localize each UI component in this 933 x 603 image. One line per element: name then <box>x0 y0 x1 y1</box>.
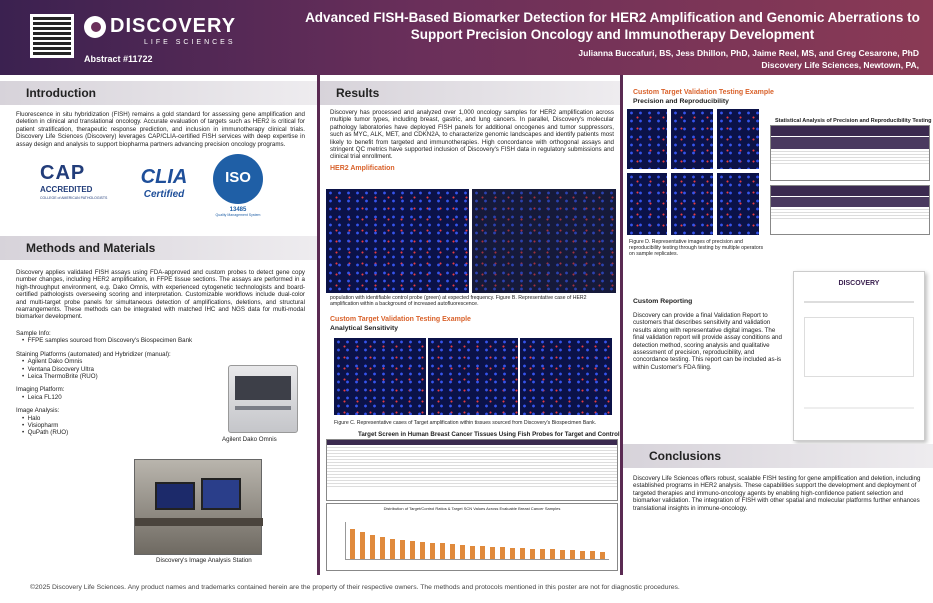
sensitivity-image-1 <box>334 338 426 415</box>
dako-omnis-instrument-image <box>228 365 298 433</box>
cap-accredited: ACCREDITED <box>40 185 93 195</box>
precision-image-6 <box>717 173 759 235</box>
conclusions-body: Discovery Life Sciences offers robust, scalable FISH testing for gene amplification and deletion, including established programs in HER2 analysis. These capabilities support the development and deployment of targeted therapies and immuno-oncology agents by enabling high-confidence patient selection and biomarker validation. The integration of FISH with other spatial and molecular platforms further enhances translational insights in immune-oncology. <box>633 475 921 512</box>
right-column <box>623 75 933 575</box>
sensitivity-heading: Analytical Sensitivity <box>330 325 398 332</box>
analysis-station-image <box>134 459 262 555</box>
results-body: Discovery has processed and analyzed over 1,000 oncology samples for HER2 amplification across multiple tumor types, including breast, gastric, and lung cancers. In parallel, Discovery's molecular pathology laboratories have deployed FISH panels for additional oncogenes and tumor suppressors, such as MYC, ALK, MET, and CDKN2A, to characterize genomic landscapes and identify patients most likely to benefit from targeted and immunotherapies. High concordance with orthogonal assays and stringent QC metrics have supported inclusion of Discovery's FISH data in regulatory submissions and clinical trial enrollment. <box>330 109 614 161</box>
precision-heading: Precision and Reproducibility <box>633 98 729 105</box>
iso-seal-icon: ISO <box>213 154 263 204</box>
middle-column <box>320 75 620 575</box>
distribution-chart <box>326 503 618 571</box>
staining-heading: Staining Platforms (automated) and Hybridizer (manual): <box>16 350 171 358</box>
precision-image-3 <box>717 109 759 169</box>
report-logo: DISCOVERY <box>838 280 880 287</box>
table-title: Target Screen in Human Breast Cancer Tissues Using Fish Probes for Target and Control <box>358 431 620 438</box>
cap-college: COLLEGE of AMERICAN PATHOLOGISTS <box>40 196 108 201</box>
sensitivity-image-2 <box>428 338 518 415</box>
iso-subtitle: Quality Management System <box>215 213 261 218</box>
sample-heading: Sample Info: <box>16 329 51 337</box>
precision-image-5 <box>671 173 713 235</box>
abstract-number: Abstract #11722 <box>84 54 153 64</box>
chart-title: Distribution of Target/Control Ratios & Target SCN Values Across Evaluable Breast Cancer Samples <box>383 506 561 511</box>
iso-badge <box>208 154 268 217</box>
figure-d-caption: Figure D. Representative images of precision and reproducibility testing through testing by multiple operators on sample replicates. <box>629 239 764 258</box>
figure-c-caption: Figure C. Representative cases of Target amplification within tissues sourced from Discovery's Biospecimen Bank. <box>334 420 597 426</box>
sample-item: • FFPE samples sourced from Discovery's Biospecimen Bank <box>22 337 193 345</box>
precision-image-1 <box>627 109 667 169</box>
report-heading: Custom Reporting <box>633 298 693 305</box>
ctv-heading: Custom Target Validation Testing Example <box>330 316 471 323</box>
conclusions-heading: Conclusions <box>623 444 933 468</box>
footer-text: ©2025 Discovery Life Sciences. Any product names and trademarks contained herein are the property of their respective owners. The methods and protocols mentioned in this poster are not for diagnostic procedures. <box>30 584 680 591</box>
precision-image-2 <box>671 109 713 169</box>
figure-b-caption: population with identifiable control probe (green) at expected frequency. Figure B. Representative case of HER2 amplification within a background of increased autofluorescence. <box>330 295 587 308</box>
her2-heading: HER2 Amplification <box>330 164 395 172</box>
analysis-item: • Visiopharm <box>22 421 59 429</box>
qr-code[interactable] <box>30 14 74 58</box>
authors: Julianna Buccafuri, BS, Jess Dhillon, PhD, Jaime Reel, MS, and Greg Cesarone, PhD <box>578 48 919 58</box>
logo-name: DISCOVERY <box>110 15 237 37</box>
her2-figure-b <box>472 189 616 293</box>
target-screen-table <box>326 439 618 501</box>
authors-block <box>578 47 919 71</box>
iso-number: 13485 <box>229 207 247 214</box>
poster-header <box>0 0 933 75</box>
validation-report-preview <box>793 271 925 441</box>
report-body: Discovery can provide a final Validation Report to customers that describes sensitivity and validation results along with representative digital images. The final validation report will provide assay conditions and detection method, scoring analysis and qualitative assessment of precision, reproducibility, and concordance testing. This report can be included as-is within Customer's FDA filing. <box>633 312 782 371</box>
analysis-item: • Halo <box>22 414 41 422</box>
intro-heading: Introduction <box>0 81 317 105</box>
sensitivity-image-3 <box>520 338 612 415</box>
cap-label: CAP <box>40 162 86 185</box>
imaging-item: • Leica FL120 <box>22 393 62 401</box>
intro-body: Fluorescence in situ hybridization (FISH) remains a gold standard for assessing gene amplification and deletion in clinical and translational oncology. Accurate evaluation of targets such as HER2 is critical for patient stratification, therapeutic response prediction, and inclusion in immunotherapy clinical trials. Discovery Life Sciences (Discovery) leverages CAP/CLIA-certified FISH services with deep expertise in assay design and analysis to support biopharma partners advancing precision oncology programs. <box>16 111 305 148</box>
staining-item: • Ventana Discovery Ultra <box>22 365 94 373</box>
staining-item: • Leica ThermoBrite (RUO) <box>22 372 98 380</box>
logo-mark-icon <box>84 16 106 38</box>
methods-body: Discovery applies validated FISH assays using FDA-approved and custom probes to detect gene copy number changes, including HER2 amplification, in FFPE tissue sections. The assays are performed in a high-throughput environment, e.g. Dako Omnis, with experienced cytogenetic technologists and board-certified pathologists overseeing scoring and interpretation. Customizable workflows include dual-color and multi-target probe panels for simultaneous detection of amplifications, deletions, and structural rearrangements. These methods can be integrated with matched IHC and NGS data for multi-modal biomarker development. <box>16 269 305 321</box>
results-heading: Results <box>320 81 620 105</box>
precision-stats-table-1 <box>770 125 930 181</box>
chart-plot-area <box>345 522 609 560</box>
poster-title: Advanced FISH-Based Biomarker Detection for HER2 Amplification and Genomic Aberrations to Support Precision Oncology and Immunotherapy Development <box>305 10 920 42</box>
station-caption: Discovery's Image Analysis Station <box>156 557 252 564</box>
methods-heading: Methods and Materials <box>0 236 317 260</box>
clia-label: CLIA <box>140 166 188 189</box>
analysis-item: • QuPath (RUO) <box>22 429 69 437</box>
instrument-caption: Agilent Dako Omnis <box>222 436 277 443</box>
clia-badge <box>128 166 200 200</box>
her2-figure-a <box>326 189 469 293</box>
accreditation-badges <box>0 154 317 234</box>
staining-item: • Agilent Dako Omnis <box>22 358 83 366</box>
logo-subtitle: LIFE SCIENCES <box>144 39 236 46</box>
analysis-heading: Image Analysis: <box>16 407 60 415</box>
affiliation: Discovery Life Sciences, Newtown, PA, <box>761 60 919 70</box>
cap-badge <box>40 162 120 200</box>
left-column <box>0 75 317 575</box>
precision-stats-table-2 <box>770 185 930 235</box>
precision-image-4 <box>627 173 667 235</box>
stats-title: Statistical Analysis of Precision and Reproducibility Testing <box>775 118 932 124</box>
clia-certified: Certified <box>143 189 185 201</box>
imaging-heading: Imaging Platform: <box>16 386 65 394</box>
footer <box>0 575 933 603</box>
ctv-heading-right: Custom Target Validation Testing Example <box>633 89 774 96</box>
